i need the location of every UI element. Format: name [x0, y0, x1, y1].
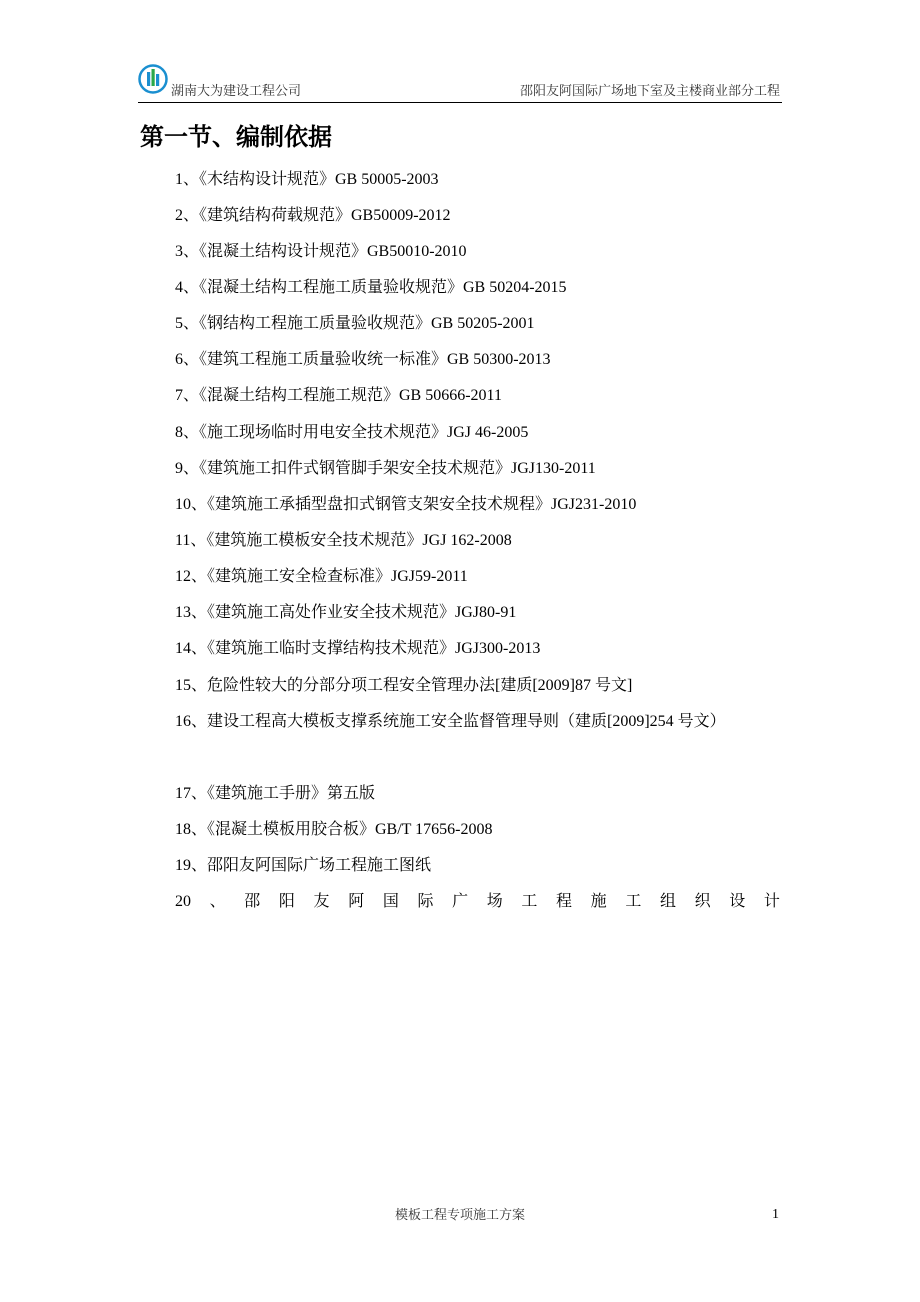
reference-20-char: 阳: [278, 893, 295, 910]
reference-20-char: 际: [417, 893, 434, 910]
reference-item: 19、邵阳友阿国际广场工程施工图纸: [175, 857, 432, 874]
reference-item: 5、《钢结构工程施工质量验收规范》GB 50205-2001: [175, 315, 535, 332]
reference-item-20: [175, 892, 780, 912]
reference-item: 14、《建筑施工临时支撑结构技术规范》JGJ300-2013: [175, 640, 541, 657]
reference-20-char: 施: [590, 893, 607, 910]
reference-item: 1、《木结构设计规范》GB 50005-2003: [175, 171, 439, 188]
project-name: 邵阳友阿国际广场地下室及主楼商业部分工程: [519, 83, 780, 98]
reference-20-char: 工: [521, 893, 538, 910]
page-number: 1: [772, 1207, 779, 1222]
company-name: 湖南大为建设工程公司: [171, 83, 302, 98]
reference-20-char: 20: [175, 893, 191, 910]
reference-item: 10、《建筑施工承插型盘扣式钢管支架安全技术规程》JGJ231-2010: [175, 496, 637, 513]
reference-item: 18、《混凝土模板用胶合板》GB/T 17656-2008: [175, 821, 493, 838]
reference-20-char: 友: [313, 893, 330, 910]
reference-item: 8、《施工现场临时用电安全技术规范》JGJ 46-2005: [175, 424, 529, 441]
reference-20-char: 计: [763, 893, 780, 910]
reference-item: 3、《混凝土结构设计规范》GB50010-2010: [175, 243, 467, 260]
reference-20-char: 邵: [244, 893, 261, 910]
reference-item: 6、《建筑工程施工质量验收统一标准》GB 50300-2013: [175, 351, 551, 368]
reference-item: 9、《建筑施工扣件式钢管脚手架安全技术规范》JGJ130-2011: [175, 460, 596, 477]
reference-20-char: 广: [452, 893, 469, 910]
reference-item: 7、《混凝土结构工程施工规范》GB 50666-2011: [175, 387, 502, 404]
reference-20-char: 织: [694, 893, 711, 910]
reference-item: 17、《建筑施工手册》第五版: [175, 785, 376, 802]
reference-20-char: 组: [659, 893, 676, 910]
reference-20-char: 程: [556, 893, 573, 910]
page-header: [138, 62, 782, 103]
reference-item: 15、危险性较大的分部分项工程安全管理办法[建质[2009]87 号文]: [175, 677, 633, 694]
reference-item: 16、建设工程高大模板支撑系统施工安全监督管理导则（建质[2009]254 号文）: [175, 713, 726, 730]
section-title: 第一节、编制依据: [140, 123, 332, 151]
reference-20-char: 设: [729, 893, 746, 910]
reference-item: 4、《混凝土结构工程施工质量验收规范》GB 50204-2015: [175, 279, 567, 296]
reference-20-char: 场: [486, 893, 503, 910]
reference-20-char: 工: [625, 893, 642, 910]
reference-item: 12、《建筑施工安全检查标准》JGJ59-2011: [175, 568, 468, 585]
reference-20-char: 国: [382, 893, 399, 910]
company-logo-icon: [138, 64, 168, 94]
reference-20-char: 阿: [348, 893, 365, 910]
reference-item: 11、《建筑施工模板安全技术规范》JGJ 162-2008: [175, 532, 512, 549]
reference-20-char: 、: [209, 893, 226, 910]
reference-item: 2、《建筑结构荷载规范》GB50009-2012: [175, 207, 451, 224]
reference-item: 13、《建筑施工高处作业安全技术规范》JGJ80-91: [175, 604, 517, 621]
footer-title: 模板工程专项施工方案: [394, 1207, 525, 1222]
